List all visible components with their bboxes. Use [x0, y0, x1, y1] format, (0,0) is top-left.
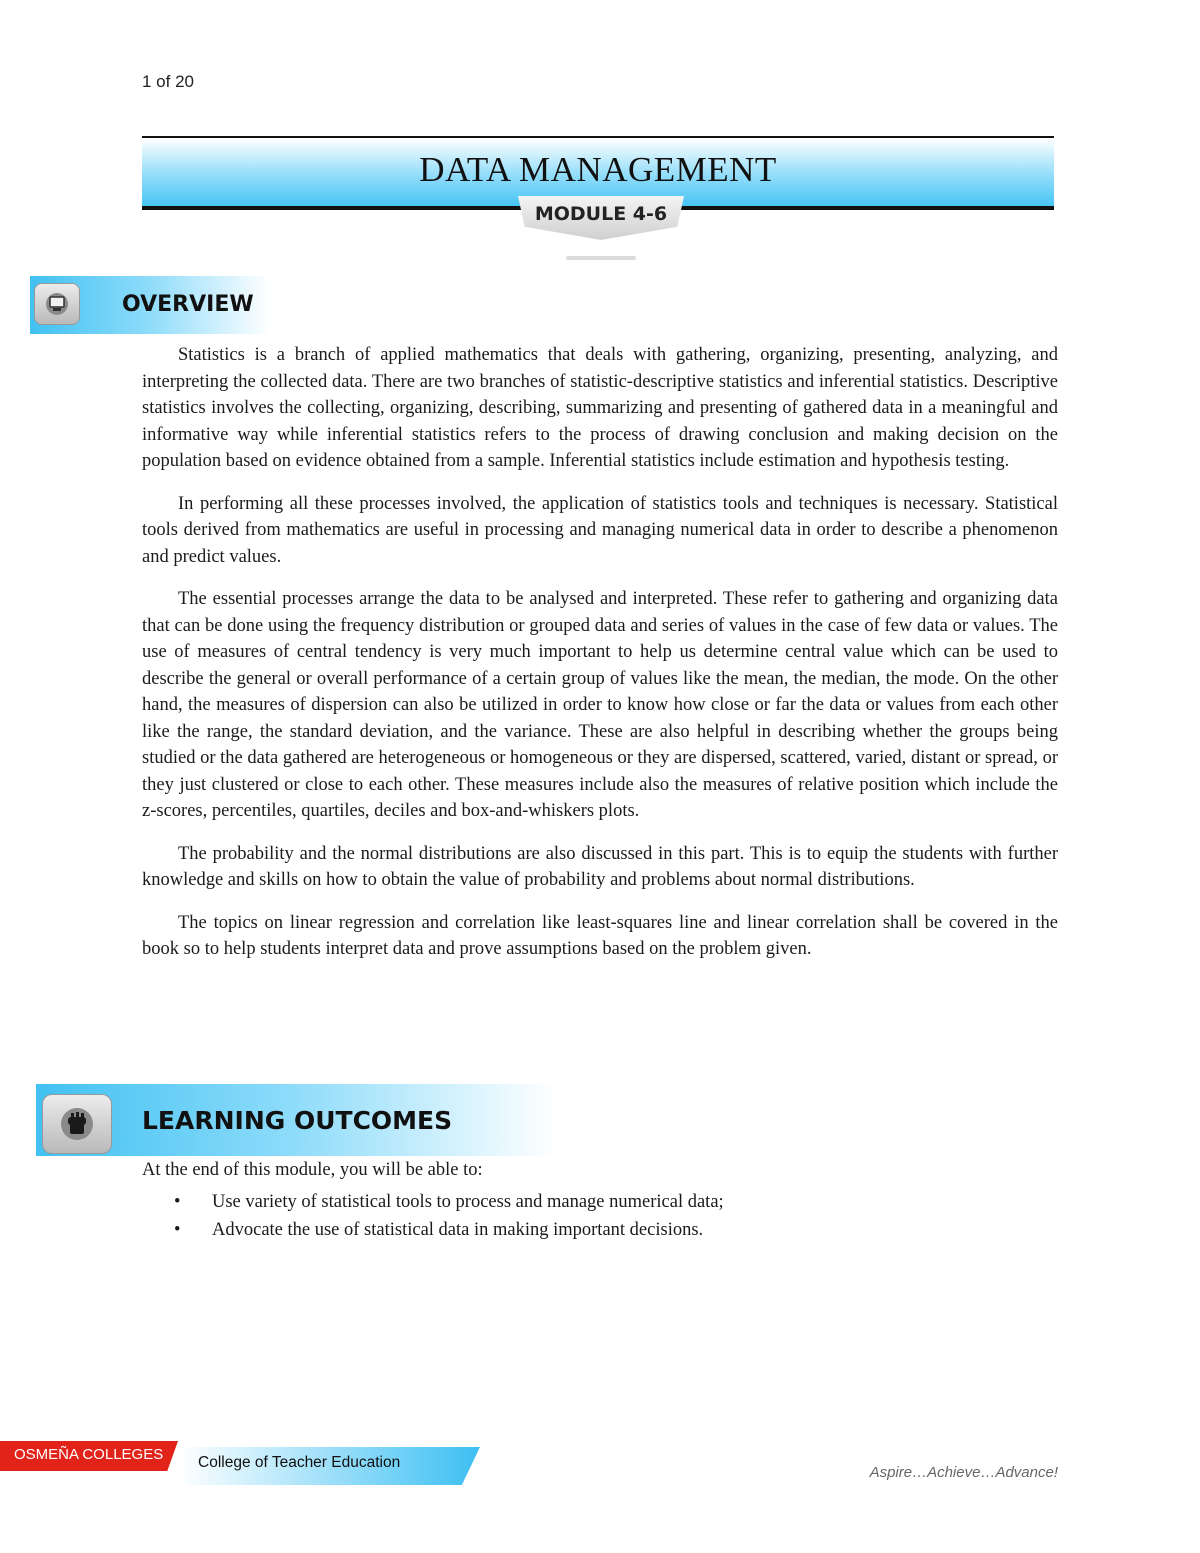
overview-paragraph-5: The topics on linear regression and correlation like least-squares line and linear correlation shall be covered in the book so to help students interpret data and prove assumptions based on the problem given. [142, 912, 1058, 959]
list-item [142, 1188, 1042, 1216]
overview-paragraph-1: Statistics is a branch of applied mathematics that deals with gathering, organizing, presenting, analyzing, and interpreting the collected data. There are two branches of statistic-descriptive statistics and inferential statistics. Descriptive statistics involves the collecting, organizing, describing, summarizing and presenting of gathered data in a meaningful and informative way while inferential statistics refers to the process of drawing conclusion and making decision on the population based on evidence obtained from a sample. Inferential statistics include estimation and hypothesis testing. [142, 345, 1058, 471]
monitor-icon [34, 283, 80, 325]
badge-shadow [566, 256, 636, 260]
page-number: 1 of 20 [142, 72, 194, 91]
overview-paragraph-2: In performing all these processes involved, the application of statistics tools and techniques is necessary. Statistical tools derived from mathematics are useful in processing and managing numerical data in order to describe a phenomenon and predict values. [142, 493, 1058, 567]
motto: Aspire…Achieve…Advance! [869, 1464, 1058, 1481]
module-label: MODULE 4-6 [534, 203, 668, 225]
list-item [142, 1216, 1042, 1244]
school-name: OSMEÑA COLLEGES [14, 1446, 164, 1463]
overview-paragraph-3: The essential processes arrange the data to be analysed and interpreted. These refer to gathering and organizing data that can be done using the frequency distribution or grouped data and series of values in the case of few data or values. The use of measures of central tendency is very much important to help us determine central value which can be used to describe the general or overall performance of a certain group of values like the mean, the median, the mode. On the other hand, the measures of dispersion can also be utilized in order to know how close or far the data or values from each other like the range, the standard deviation, and the variance. These are also helpful in describing whether the groups being studied or the data gathered are heterogeneous or homogeneous or they are dispersed, scattered, varied, distant or spread, or they just clustered or close to each other. These measures include also the measures of relative position which include the z-scores, percentiles, quartiles, deciles and box-and-whiskers plots. [142, 589, 1058, 821]
outcomes-list [142, 1188, 1042, 1244]
fist-icon [42, 1094, 112, 1154]
college-name: College of Teacher Education [198, 1454, 401, 1471]
overview-body [142, 342, 1058, 979]
document-title: DATA MANAGEMENT [419, 150, 777, 189]
outcome-text: Use variety of statistical tools to process and manage numerical data; [212, 1192, 724, 1212]
learning-outcomes-heading: LEARNING OUTCOMES [142, 1106, 453, 1135]
overview-paragraph-4: The probability and the normal distributions are also discussed in this part. This is to equip the students with further knowledge and skills on how to obtain the value of probability and problems about normal distributions. [142, 843, 1058, 890]
bullet-icon: • [174, 1192, 181, 1212]
outcomes-intro: At the end of this module, you will be able to: [142, 1160, 483, 1180]
overview-heading: OVERVIEW [122, 292, 254, 317]
bullet-icon: • [174, 1220, 181, 1240]
outcome-text: Advocate the use of statistical data in making important decisions. [212, 1220, 704, 1240]
